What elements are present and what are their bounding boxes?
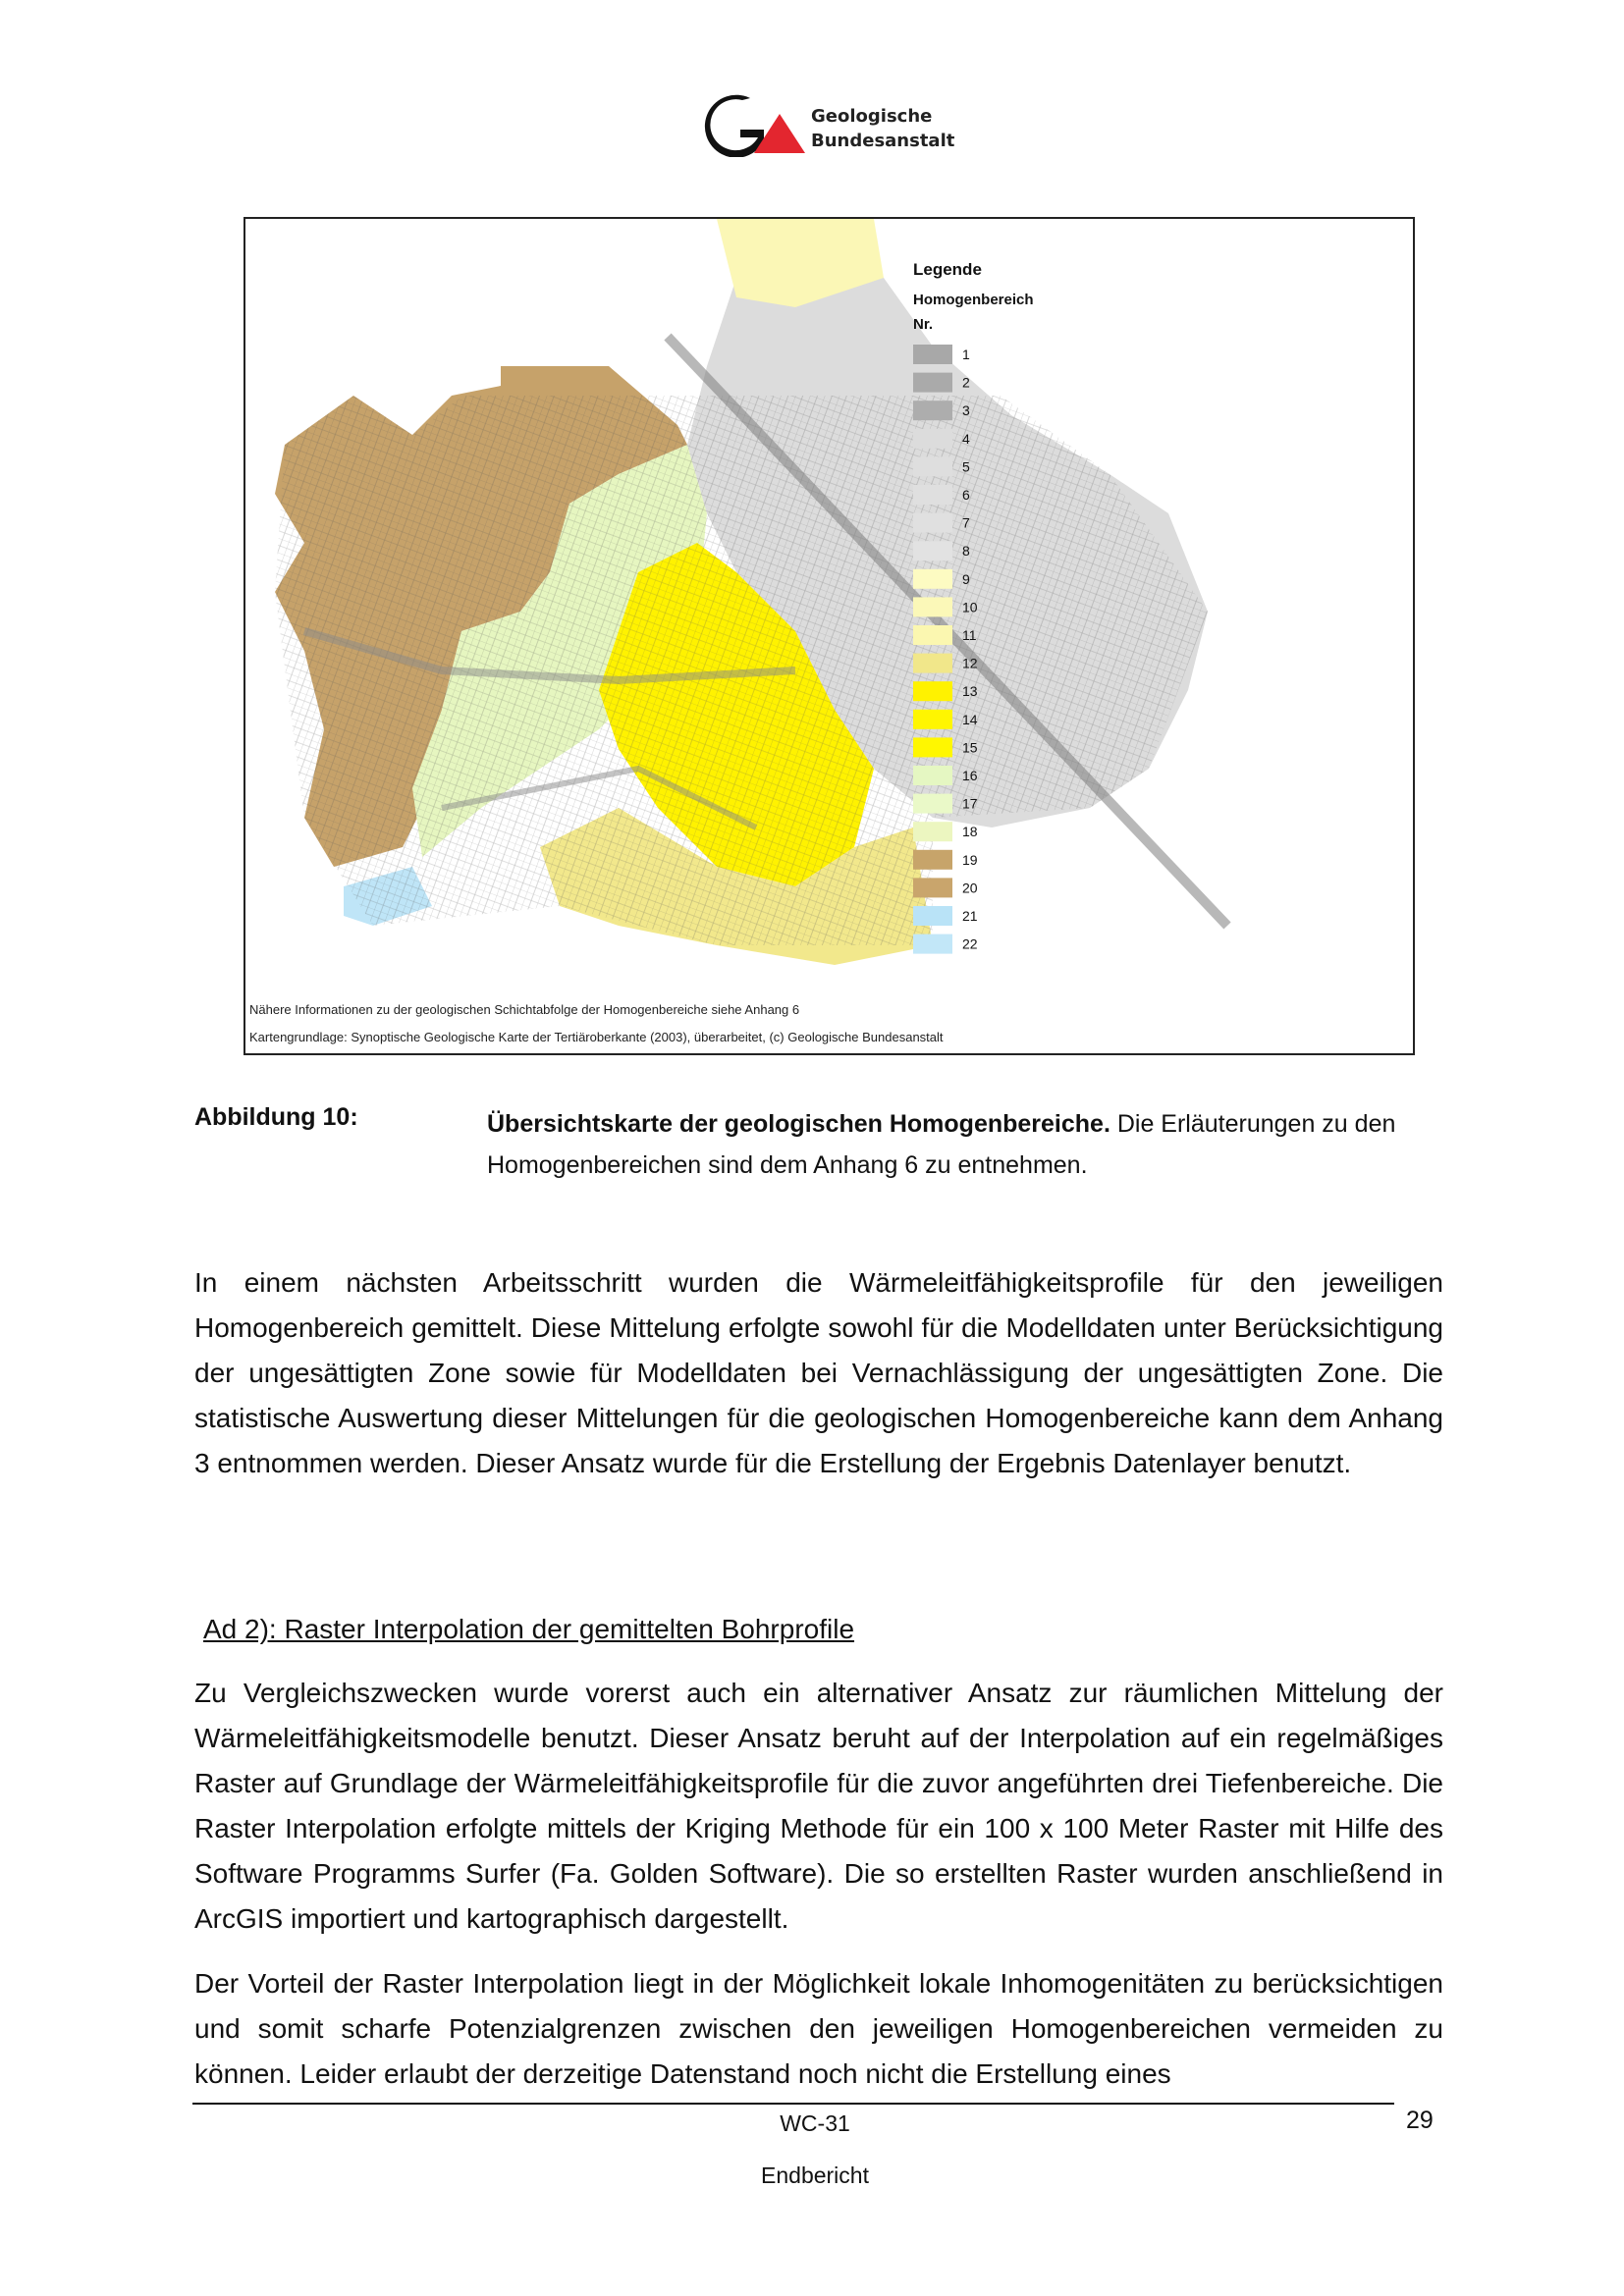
logo-line-2: Bundesanstalt xyxy=(811,131,955,151)
legend-label-18: 18 xyxy=(962,824,978,840)
legend-subtitle: Homogenbereich xyxy=(913,292,1034,308)
legend-title: Legende xyxy=(913,260,982,279)
map-graphic xyxy=(245,219,1413,1053)
section-subheading: Ad 2): Raster Interpolation der gemittelten Bohrprofile xyxy=(203,1614,855,1644)
legend-label-13: 13 xyxy=(962,683,978,700)
legend-label-17: 17 xyxy=(962,795,978,812)
legend-swatch-5 xyxy=(913,456,952,476)
legend-label-19: 19 xyxy=(962,851,978,868)
legend-swatch-19 xyxy=(913,850,952,870)
geological-map-figure xyxy=(244,217,1415,1055)
legend-swatch-18 xyxy=(913,822,952,841)
legend-swatch-4 xyxy=(913,429,952,449)
legend-swatch-9 xyxy=(913,569,952,589)
map-note-1: Nähere Informationen zu der geologischen Schichtabfolge der Homogenbereiche siehe Anhang 6 xyxy=(249,1002,800,1017)
legend-label-9: 9 xyxy=(962,570,970,587)
legend-swatch-13 xyxy=(913,681,952,701)
legend-swatch-22 xyxy=(913,934,952,954)
legend-label-22: 22 xyxy=(962,935,978,952)
footer-divider xyxy=(192,2103,1394,2105)
legend-label-5: 5 xyxy=(962,458,970,475)
legend-swatch-15 xyxy=(913,737,952,757)
legend-label-14: 14 xyxy=(962,711,978,727)
legend-swatch-3 xyxy=(913,400,952,420)
footer-report-label: Endbericht xyxy=(761,2163,869,2188)
legend-label-16: 16 xyxy=(962,768,978,783)
legend-label-6: 6 xyxy=(962,487,970,503)
legend-label-4: 4 xyxy=(962,430,970,447)
legend-label-2: 2 xyxy=(962,374,970,391)
page-number: 29 xyxy=(1406,2107,1434,2134)
logo xyxy=(703,94,955,157)
figure-caption-label: Abbildung 10: xyxy=(194,1103,358,1131)
legend-label-1: 1 xyxy=(962,347,970,362)
legend-swatch-16 xyxy=(913,766,952,785)
legend-swatch-8 xyxy=(913,541,952,561)
legend-label-10: 10 xyxy=(962,599,978,615)
legend-label-20: 20 xyxy=(962,880,978,896)
legend-swatch-7 xyxy=(913,513,952,533)
legend-swatch-2 xyxy=(913,373,952,393)
legend-label-15: 15 xyxy=(962,739,978,756)
legend-label-8: 8 xyxy=(962,543,970,560)
map-note-2: Kartengrundlage: Synoptische Geologische Karte der Tertiäroberkante (2003), überarbeitet, (c) Geologische Bundesanstalt xyxy=(249,1030,944,1044)
figure-caption-text: Die Erläuterungen zu den Homogenbereichen sind dem Anhang 6 zu entnehmen. xyxy=(487,1110,1396,1179)
figure-caption xyxy=(487,1103,1444,1186)
paragraph-3: Der Vorteil der Raster Interpolation liegt in der Möglichkeit lokale Inhomogenitäten zu berücksichtigen und somit scharfe Potenzialgrenzen zwischen den jeweiligen Homogenbereichen vermeiden zu können. Leider erlaubt der derzeitige Datenstand noch nicht die Erstellung eines xyxy=(194,1968,1443,2089)
gba-logo-icon xyxy=(703,94,805,157)
legend-swatch-10 xyxy=(913,597,952,616)
footer-report-code: WC-31 xyxy=(780,2110,850,2136)
legend-label-7: 7 xyxy=(962,514,970,531)
paragraph-2: Zu Vergleichszwecken wurde vorerst auch ein alternativer Ansatz zur räumlichen Mittelung der Wärmeleitfähigkeitsmodelle benutzt. Dieser Ansatz beruht auf der Interpolation auf ein regelmäßiges Raster auf Grundlage der Wärmeleitfähigkeitsprofile für die zuvor angeführten drei Tiefenbereiche. Die Raster Interpolation erfolgte mittels der Kriging Methode für ein 100 x 100 Meter Raster mit Hilfe des Software Programms Surfer (Fa. Golden Software). Die so erstellten Raster wurden anschließend in ArcGIS importiert und kartographisch dargestellt. xyxy=(194,1678,1443,1934)
logo-line-1: Geologische xyxy=(811,106,933,127)
legend-label-11: 11 xyxy=(962,627,977,643)
logo-text xyxy=(811,104,954,153)
legend-swatch-20 xyxy=(913,878,952,897)
legend-subtitle-nr: Nr. xyxy=(913,316,934,333)
legend-swatch-11 xyxy=(913,625,952,645)
paragraph-1: In einem nächsten Arbeitsschritt wurden die Wärmeleitfähigkeitsprofile für den jeweiligen Homogenbereich gemittelt. Diese Mittelung erfolgte sowohl für die Modelldaten unter Berücksichtigung der ungesättigten Zone sowie für Modelldaten bei Vernachlässigung der ungesättigten Zone. Die statistische Auswertung dieser Mittelungen für die geologischen Homogenbereiche kann dem Anhang 3 entnommen werden. Dieser Ansatz wurde für die Erstellung der Ergebnis Datenlayer benutzt. xyxy=(194,1267,1443,1478)
legend-swatch-17 xyxy=(913,794,952,814)
legend-swatch-6 xyxy=(913,485,952,505)
legend-swatch-14 xyxy=(913,710,952,729)
legend-label-21: 21 xyxy=(962,908,978,924)
legend-swatch-1 xyxy=(913,345,952,364)
legend-label-3: 3 xyxy=(962,402,970,419)
legend-label-12: 12 xyxy=(962,655,978,671)
legend-swatch-12 xyxy=(913,654,952,673)
figure-caption-title: Übersichtskarte der geologischen Homogenbereiche. xyxy=(487,1110,1110,1138)
legend-swatch-21 xyxy=(913,906,952,926)
